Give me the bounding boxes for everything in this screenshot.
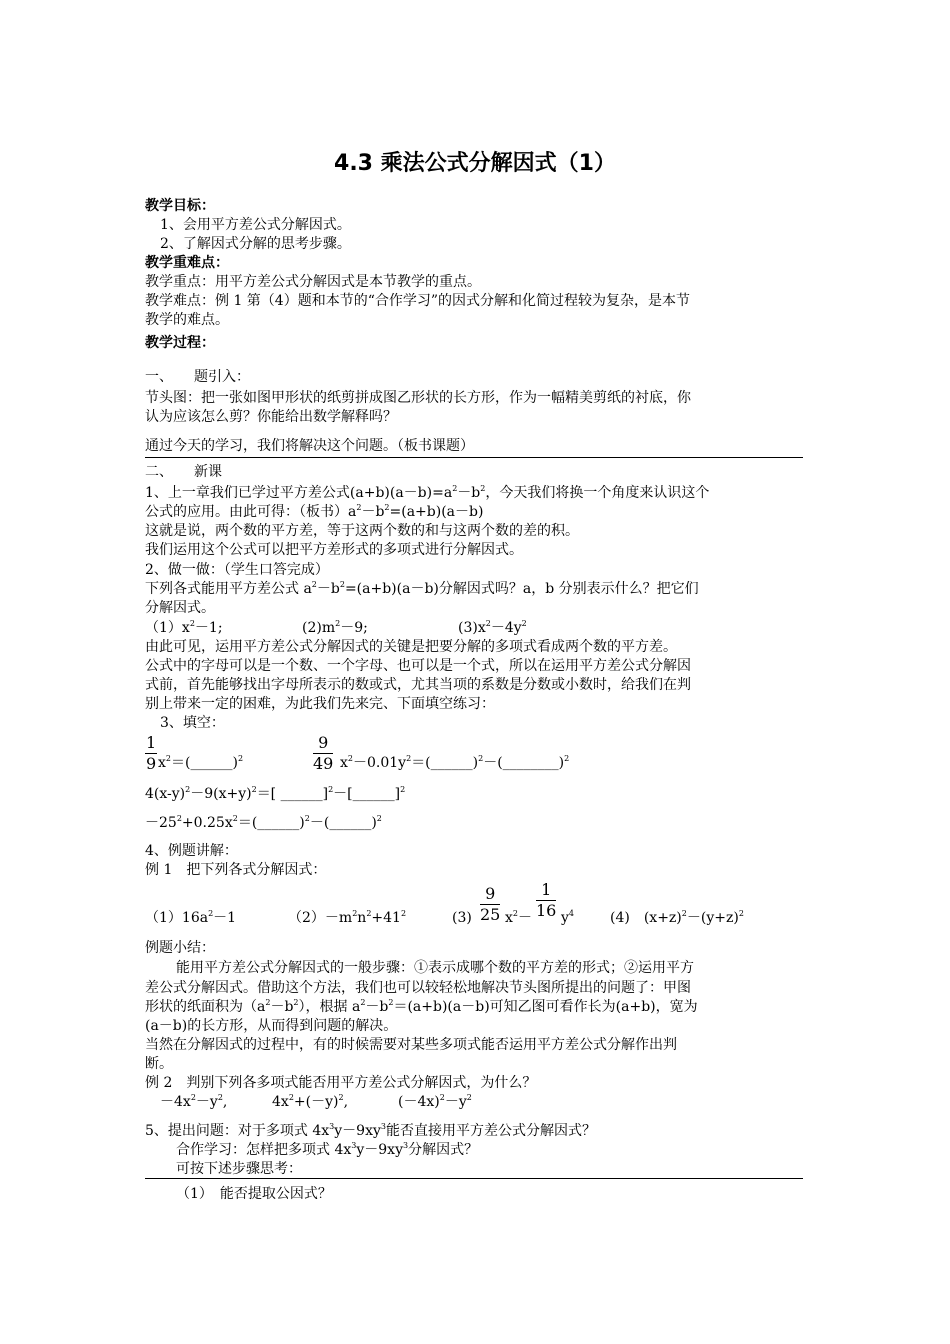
- summary-line-2: 差公式分解因式。借助这个方法，我们也可以较轻松地解决节头图所提出的问题了：甲图: [145, 980, 691, 996]
- summary-line-3: 形状的纸面积为$(a^2-b^2)$，根据 $a^2-b^2=(a+b)(a-b)$可知乙图可看作长为(a+b)，宽为: [145, 998, 698, 1015]
- divider: [145, 457, 803, 458]
- fraction-denominator: 9: [146, 754, 157, 773]
- try-item-3: $(3)x^2-4y^2$: [458, 619, 527, 636]
- example-2-item-1: $-4x^2-y^2$,: [160, 1093, 228, 1110]
- new-lesson-heading: 二、 新课: [145, 464, 222, 480]
- intro-line-3: 通过今天的学习，我们将解决这个问题。（板书课题）: [145, 438, 474, 454]
- example-1-item-1: $(1)16a^2-1$: [145, 909, 237, 926]
- fill-fraction-1: [145, 733, 157, 774]
- example-2-item-3: $(-4x)^2-y^2$: [398, 1093, 472, 1110]
- example-1-item-3-mid: $x^2-$: [505, 909, 532, 926]
- example-2-title: 例 2 判别下列各多项式能否用平方差公式分解因式，为什么？: [145, 1075, 537, 1091]
- example-1-fraction-2: [536, 880, 556, 921]
- keypoints-difficulty-line-1: 教学难点：例 1 第（4）题和本节的“合作学习”的因式分解和化简过程较为复杂，是本节: [145, 293, 691, 309]
- try-heading: 2、做一做：（学生口答完成）: [145, 562, 329, 578]
- fraction-numerator: 9: [313, 733, 333, 754]
- question-5-line-2: 合作学习：怎样把多项式 $4x^3y-9xy^3$分解因式？: [176, 1141, 479, 1158]
- new-lesson-line-1: 1、上一章我们已学过平方差公式$(a+b)(a-b)=a^2-b^2$，今天我们将换一个角度来认识这个: [145, 484, 710, 501]
- try-line-2: 分解因式。: [145, 600, 215, 616]
- example-2-item-2: $4x^2+(-y)^2$,: [272, 1093, 349, 1110]
- divider: [145, 1178, 803, 1179]
- fill-expression-1: $x^2=(\_\_\_\_\_\_)^2$: [158, 754, 244, 771]
- fraction-numerator: 9: [480, 884, 500, 905]
- intro-line-1: 节头图：把一张如图甲形状的纸剪拼成图乙形状的长方形，作为一幅精美剪纸的衬底，你: [145, 390, 691, 406]
- new-lesson-line-4: 我们运用这个公式可以把平方差形式的多项式进行分解因式。: [145, 542, 523, 558]
- fraction-numerator: 1: [146, 733, 157, 752]
- try-line-1: 下列各式能用平方差公式 $a^2-b^2=(a+b)(a-b)$分解因式吗？a，b 分别表示什么？把它们: [145, 580, 699, 597]
- fill-expression-3: $4(x-y)^2-9(x+y)^2=$[ ______]$^2$－[______]$^2$: [145, 785, 406, 802]
- observation-line-2: 公式中的字母可以是一个数、一个字母、也可以是一个式，所以在运用平方差公式分解因: [145, 658, 691, 674]
- question-5-line-4: （1） 能否提取公因式？: [176, 1186, 332, 1202]
- keypoints-heading: 教学重难点：: [145, 255, 229, 271]
- example-1-item-3-label: (3): [452, 910, 472, 926]
- goal-item-1: 1、会用平方差公式分解因式。: [160, 217, 351, 233]
- example-1-title: 例 1 把下列各式分解因式：: [145, 862, 327, 878]
- question-5-line-3: 可按下述步骤思考：: [176, 1161, 302, 1177]
- goals-heading: 教学目标：: [145, 198, 215, 214]
- fraction-denominator: 16: [536, 901, 557, 920]
- fill-fraction-2: [313, 733, 333, 774]
- summary-line-4: (a－b)的长方形，从而得到问题的解决。: [145, 1018, 398, 1034]
- new-lesson-line-3: 这就是说，两个数的平方差，等于这两个数的和与这两个数的差的积。: [145, 523, 579, 539]
- process-heading: 教学过程：: [145, 335, 215, 351]
- try-item-1: $(1)x^2-1$;: [145, 619, 223, 636]
- fraction-denominator: 49: [313, 754, 334, 773]
- summary-line-1: 能用平方差公式分解因式的一般步骤：①表示成哪个数的平方差的形式；②运用平方: [176, 960, 694, 976]
- example-heading: 4、例题讲解：: [145, 843, 238, 859]
- example-1-fraction-1: [480, 884, 500, 925]
- goal-item-2: 2、了解因式分解的思考步骤。: [160, 236, 351, 252]
- intro-line-2: 认为应该怎么剪？你能给出数学解释吗？: [145, 409, 397, 425]
- observation-line-4: 别上带来一定的困难，为此我们先来完、下面填空练习：: [145, 696, 495, 712]
- summary-line-5: 当然在分解因式的过程中，有的时候需要对某些多项式能否运用平方差公式分解作出判: [145, 1037, 677, 1053]
- fraction-numerator: 1: [536, 880, 556, 901]
- intro-heading: 一、 题引入：: [145, 369, 250, 385]
- question-5-line-1: 5、提出问题：对于多项式 $4x^3y-9xy^3$能否直接用平方差公式分解因式？: [145, 1122, 596, 1139]
- fill-expression-2: $x^2-0.01y^2=(\_\_\_\_\_\_)^2-(\_\_\_\_\_\_\_\_)^2$: [340, 754, 570, 771]
- try-item-2: $(2)m^2-9$;: [302, 619, 368, 636]
- example-1-item-4: (4) $(x+z)^2-(y+z)^2$: [610, 909, 744, 926]
- summary-line-6: 断。: [145, 1056, 173, 1072]
- summary-heading: 例题小结：: [145, 940, 215, 956]
- observation-line-1: 由此可见，运用平方差公式分解因式的关键是把要分解的多项式看成两个数的平方差。: [145, 639, 677, 655]
- page-title: 4.3 乘法公式分解因式（1）: [334, 151, 616, 176]
- new-lesson-line-2: 公式的应用。由此可得：（板书）$a^2-b^2=(a+b)(a-b)$: [145, 503, 484, 520]
- fill-expression-4: $-25^2+0.25x^2=(\_\_\_\_\_\_)^2-(\_\_\_\_\_\_)^2$: [145, 814, 382, 831]
- keypoints-focus: 教学重点：用平方差公式分解因式是本节教学的重点。: [145, 274, 481, 290]
- example-1-item-2: $(2)-m^2n^2+41^2$: [288, 909, 407, 926]
- observation-line-3: 式前，首先能够找出字母所表示的数或式，尤其当项的系数是分数或小数时，给我们在判: [145, 677, 691, 693]
- keypoints-difficulty-line-2: 教学的难点。: [145, 312, 229, 328]
- fill-heading: 3、填空：: [160, 715, 225, 731]
- example-1-item-3-end: $y^4$: [561, 909, 575, 926]
- fraction-denominator: 25: [480, 905, 501, 924]
